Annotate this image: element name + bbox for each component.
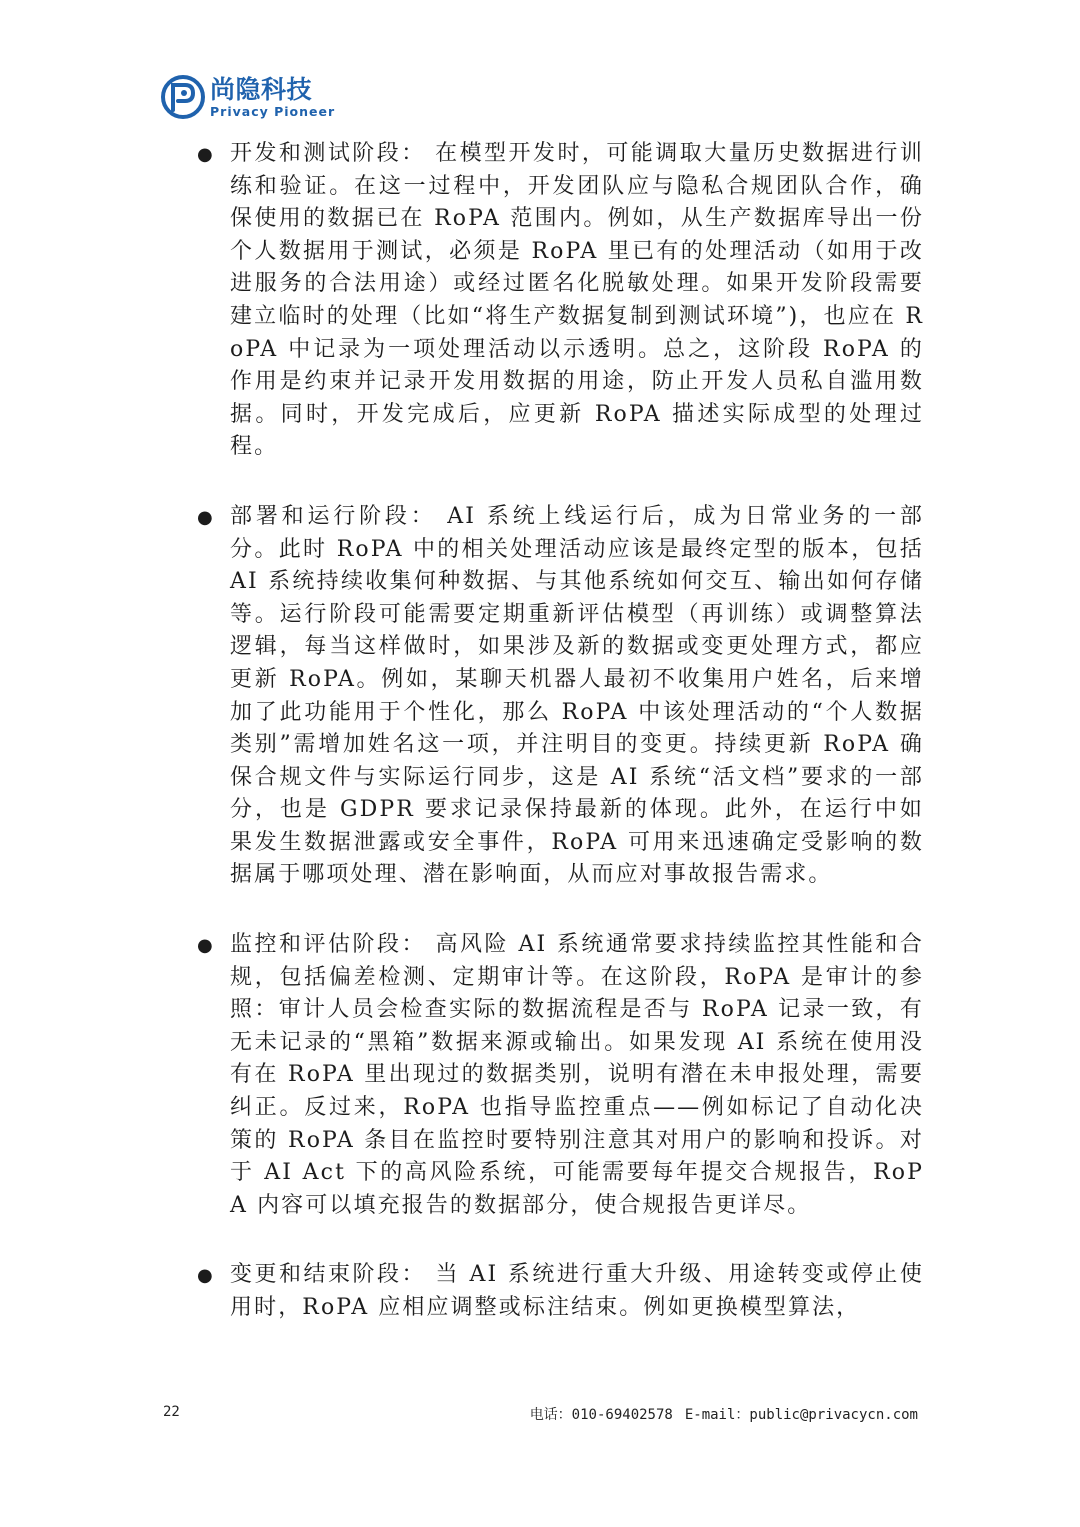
logo-english-name: Privacy Pioneer — [210, 104, 336, 119]
paragraph-monitoring-evaluation: 监控和评估阶段： 高风险 AI 系统通常要求持续监控其性能和合规，包括偏差检测、定期审计等。在这阶段，RoPA 是审计的参照：审计人员会检查实际的数据流程是否与 RoPA 记录一致，有无未记录的“黑箱”数据来源或输出。如果发现 AI 系统在使用没有在 RoPA 里出现过的数据类别，说明有潜在未申报处理，需要纠正。反过来，RoPA 也指导监控重点——例如标记了自动化决策的 RoPA 条目在监控时要特别注意其对用户的影响和投诉。对于 AI Act 下的高风险系统，可能需要每年提交合规报告，RoPA 内容可以填充报告的数据部分，使合规报告更详尽。 — [230, 932, 924, 1218]
bullet-icon: ● — [197, 506, 213, 528]
footer-contact — [530, 1404, 918, 1424]
bullet-icon: ● — [197, 935, 213, 957]
document-body — [194, 138, 924, 1362]
bullet-icon: ● — [197, 1265, 213, 1287]
company-logo — [160, 74, 360, 124]
footer-email: E-mail：public@privacycn.com — [684, 1407, 918, 1423]
footer-phone: 电话：010-69402578 — [529, 1407, 673, 1423]
logo-mark-icon — [160, 74, 206, 120]
logo-chinese-name: 尚隐科技 — [210, 75, 313, 104]
bullet-icon: ● — [197, 144, 213, 165]
page-number: 22 — [163, 1404, 180, 1420]
paragraph-change-termination: 变更和结束阶段： 当 AI 系统进行重大升级、用途转变或停止使用时，RoPA 应相应调整或标注结束。例如更换模型算法， — [230, 1262, 924, 1320]
paragraph-deployment-operation: 部署和运行阶段： AI 系统上线运行后，成为日常业务的一部分。此时 RoPA 中的相关处理活动应该是最终定型的版本，包括 AI 系统持续收集何种数据、与其他系统如何交互、输出如何存储等。运行阶段可能需要定期重新评估模型（再训练）或调整算法逻辑，每当这样做时，如果涉及新的数据或变更处理方式，都应更新 RoPA。例如，某聊天机器人最初不收集用户姓名，后来增加了此功能用于个性化，那么 RoPA 中该处理活动的“个人数据类别”需增加姓名这一项，并注明目的变更。持续更新 RoPA 确保合规文件与实际运行同步，这是 AI 系统“活文档”要求的一部分，也是 GDPR 要求记录保持最新的体现。此外，在运行中如果发生数据泄露或安全事件，RoPA 可用来迅速确定受影响的数据属于哪项处理、潜在影响面，从而应对事故报告需求。 — [230, 503, 924, 888]
list-item — [194, 1259, 924, 1324]
list-item — [194, 501, 924, 892]
list-item — [194, 138, 924, 464]
paragraph-development-testing: 开发和测试阶段： 在模型开发时，可能调取大量历史数据进行训练和验证。在这一过程中，开发团队应与隐私合规团队合作，确保使用的数据已在 RoPA 范围内。例如，从生产数据库导出一份个人数据用于测试，必须是 RoPA 里已有的处理活动（如用于改进服务的合法用途）或经过匿名化脱敏处理。如果开发阶段需要建立临时的处理（比如“将生产数据复制到测试环境”)，也应在 RoPA 中记录为一项处理活动以示透明。总之，这阶段 RoPA 的作用是约束并记录开发用数据的用途，防止开发人员私自滥用数据。同时，开发完成后，应更新 RoPA 描述实际成型的处理过程。 — [230, 141, 924, 460]
list-item — [194, 929, 924, 1222]
